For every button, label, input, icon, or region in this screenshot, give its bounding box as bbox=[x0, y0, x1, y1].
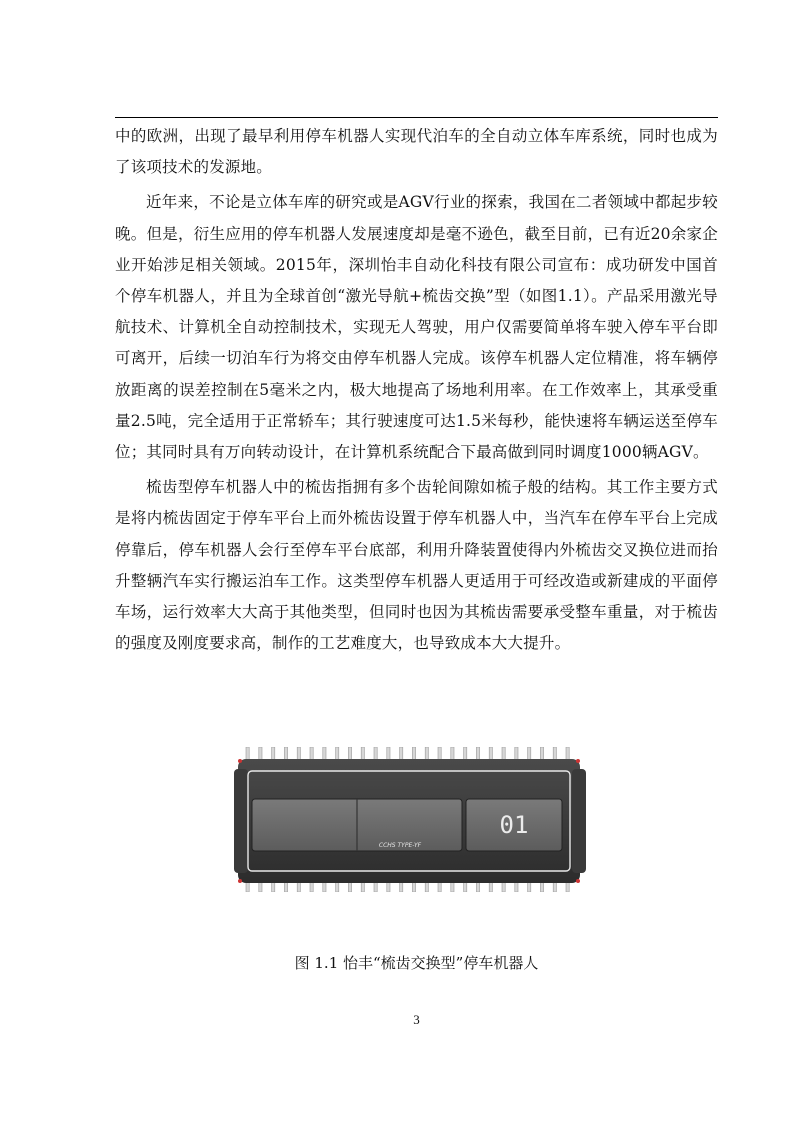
body-text bbox=[115, 121, 718, 663]
header-rule bbox=[115, 117, 718, 118]
paragraph-1: 中的欧洲，出现了最早利用停车机器人实现代泊车的全自动立体车库系统，同时也成为了该项技术的发源地。 bbox=[115, 127, 718, 177]
figure-caption: 图 1.1 怡丰“梳齿交换型”停车机器人 bbox=[294, 954, 539, 972]
robot-id: 01 bbox=[499, 811, 529, 839]
paragraph-3: 梳齿型停车机器人中的梳齿指拥有多个齿轮间隙如梳子般的结构。其工作主要方式是将内梳齿固定于停车平台上而外梳齿设置于停车机器人中，当汽车在停车平台上完成停靠后，停车机器人会行至停车平台底部，利用升降装置使得内外梳齿交叉换位进而抬升整辆汽车实行搬运泊车工作。这类型停车机器人更适用于可经改造或新建成的平面停车场，运行效率大大高于其他类型，但同时也因为其梳齿需要承受整车重量，对于梳齿的强度及刚度要求高，制作的工艺难度大，也导致成本大大提升。 bbox=[115, 478, 718, 653]
paragraph-2: 近年来，不论是立体车库的研究或是AGV行业的探索，我国在二者领域中都起步较晚。但是，衍生应用的停车机器人发展速度却是毫不逊色，截至目前，已有近20余家企业开始涉足相关领域。2015年，深圳怡丰自动化科技有限公司宣布：成功研发中国首个停车机器人，并且为全球首创“激光导航+梳齿交换”型（如图1.1）。产品采用激光导航技术、计算机全自动控制技术，实现无人驾驶，用户仅需要简单将车驶入停车平台即可离开，后续一切泊车行为将交由停车机器人完成。该停车机器人定位精准，将车辆停放距离的误差控制在5毫米之内，极大地提高了场地利用率。在工作效率上，其承受重量2.5吨，完全适用于正常轿车；其行驶速度可达1.5米每秒，能快速将车辆运送至停车位；其同时具有万向转动设计，在计算机系统配合下最高做到同时调度1000辆AGV。 bbox=[115, 193, 718, 462]
parking-robot-figure bbox=[232, 747, 588, 892]
robot-logo: CCHS TYPE-YF bbox=[378, 842, 422, 849]
page-number: 3 bbox=[413, 1012, 420, 1027]
